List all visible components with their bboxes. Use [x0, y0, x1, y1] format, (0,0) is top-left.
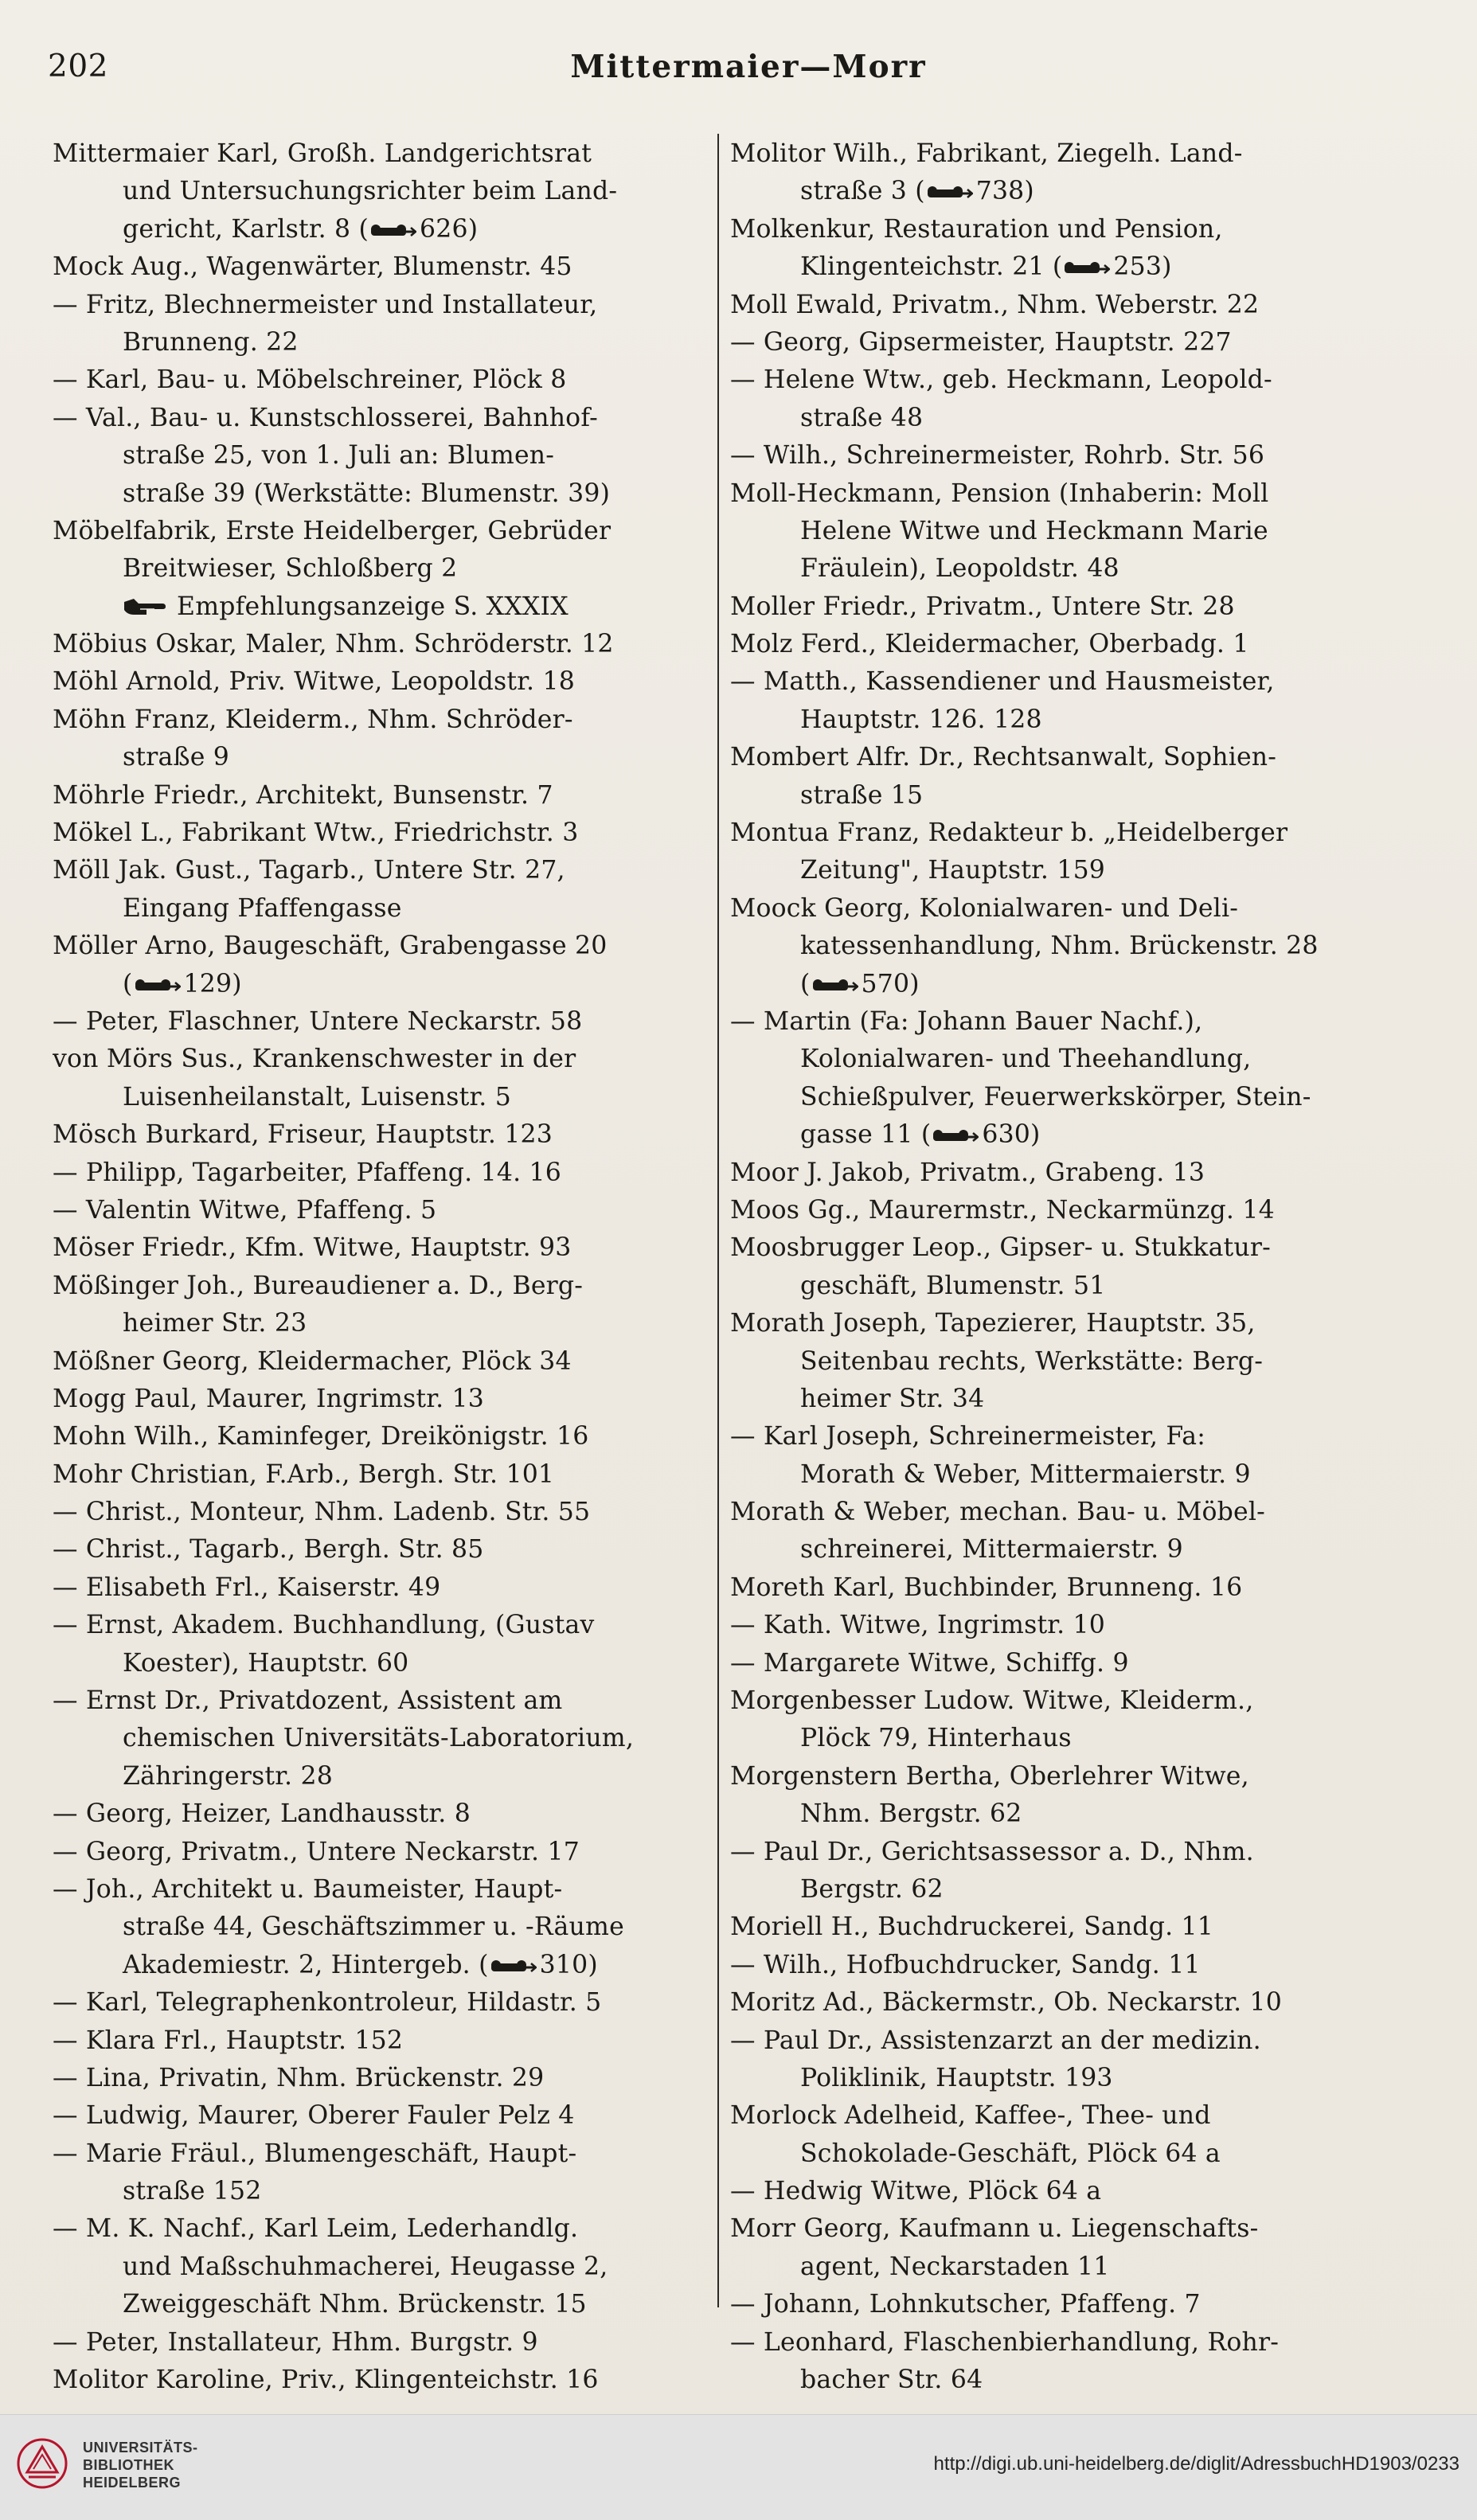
- directory-entry-line: [53, 1645, 713, 1682]
- entry-text: Mößinger Joh., Bureaudiener a. D., Berg-: [53, 1271, 584, 1300]
- directory-entry-line: [53, 701, 713, 739]
- directory-entry-line: [53, 1758, 713, 1795]
- entry-text: Molitor Wilh., Fabrikant, Ziegelh. Land-: [730, 139, 1243, 168]
- phone-number: 129): [183, 969, 242, 998]
- entry-text: geschäft, Blumenstr. 51: [800, 1271, 1106, 1300]
- entry-text: Moosbrugger Leop., Gipser- u. Stukkatur-: [730, 1233, 1271, 1263]
- directory-entry-line: [53, 1192, 713, 1229]
- directory-entry-line: [730, 1795, 1391, 1833]
- directory-entry-line: [730, 1758, 1391, 1795]
- entry-text: — Georg, Gipsermeister, Hauptstr. 227: [730, 327, 1232, 357]
- entry-text: Mohn Wilh., Kaminfeger, Dreikönigstr. 16: [53, 1422, 589, 1451]
- running-head: Mittermaier—Morr: [570, 49, 927, 85]
- directory-entry-line: [730, 1909, 1391, 1946]
- library-name-line-2: BIBLIOTHEK: [83, 2457, 174, 2473]
- right-column: [730, 135, 1391, 2399]
- entry-text: Eingang Pfaffengasse: [123, 893, 402, 923]
- directory-entry-line: [730, 1079, 1391, 1116]
- directory-entry-line: [53, 739, 713, 776]
- entry-text: Moll Ewald, Privatm., Nhm. Weberstr. 22: [730, 290, 1260, 319]
- entry-text: chemischen Universitäts-Laboratorium,: [123, 1724, 635, 1753]
- entry-text: straße 44, Geschäftszimmer u. -Räume: [123, 1912, 624, 1942]
- phone-number: 253): [1113, 252, 1172, 282]
- directory-entry-line: [53, 248, 713, 286]
- entry-text: und Maßschuhmacherei, Heugasse 2,: [123, 2252, 608, 2281]
- entry-text: Zähringerstr. 28: [123, 1761, 333, 1791]
- entry-text: Möhrle Friedr., Architekt, Bunsenstr. 7: [53, 780, 553, 810]
- entry-text: — Peter, Flaschner, Untere Neckarstr. 58: [53, 1006, 583, 1036]
- directory-entry-line: [53, 928, 713, 965]
- entry-text: Möhl Arnold, Priv. Witwe, Leopoldstr. 18: [53, 667, 575, 697]
- phone-number: 630): [982, 1120, 1041, 1150]
- directory-entry-line: [53, 1795, 713, 1833]
- directory-entry-line: [53, 852, 713, 889]
- directory-entry-line: [730, 2286, 1391, 2323]
- entry-text: Moos Gg., Maurermstr., Neckarmünzg. 14: [730, 1195, 1275, 1225]
- entry-text: Mösch Burkard, Friseur, Hauptstr. 123: [53, 1120, 553, 1150]
- entry-text: Moriell H., Buchdruckerei, Sandg. 11: [730, 1912, 1213, 1942]
- entry-text: Klingenteichstr. 21 (: [800, 252, 1063, 282]
- directory-entry-line: [730, 815, 1391, 852]
- entry-text: straße 3 (: [800, 177, 925, 206]
- entry-text: — Elisabeth Frl., Kaiserstr. 49: [53, 1573, 441, 1602]
- entry-text: — Karl, Telegraphenkontroleur, Hildastr. 5: [53, 1988, 602, 2018]
- entry-text: Nhm. Bergstr. 62: [800, 1799, 1022, 1829]
- entry-text: Moll-Heckmann, Pension (Inhaberin: Moll: [730, 479, 1269, 508]
- directory-entry-line: [730, 701, 1391, 739]
- directory-entry-line: [730, 1984, 1391, 2022]
- directory-entry-line: [53, 475, 713, 513]
- entry-text: — Margarete Witwe, Schiffg. 9: [730, 1648, 1129, 1678]
- entry-text: — Valentin Witwe, Pfaffeng. 5: [53, 1195, 437, 1225]
- entry-text: Moor J. Jakob, Privatm., Grabeng. 13: [730, 1158, 1205, 1187]
- directory-entry-line: [730, 626, 1391, 663]
- directory-entry-line: [53, 287, 713, 324]
- directory-entry-line: [53, 1494, 713, 1531]
- entry-text: Koester), Hauptstr. 60: [123, 1648, 409, 1678]
- entry-text: (: [800, 969, 811, 998]
- library-name-line-1: UNIVERSITÄTS-: [83, 2440, 198, 2456]
- directory-entry-line: [53, 400, 713, 437]
- directory-entry-line: [53, 1079, 713, 1116]
- directory-entry-line: [53, 1041, 713, 1078]
- entry-text: Mohr Christian, F.Arb., Bergh. Str. 101: [53, 1459, 555, 1489]
- entry-text: — Christ., Tagarb., Bergh. Str. 85: [53, 1535, 484, 1565]
- directory-entry-line: [53, 1003, 713, 1041]
- phone-number: 310): [539, 1950, 598, 1979]
- directory-entry-line: [53, 1607, 713, 1644]
- directory-entry-line: [53, 1984, 713, 2022]
- directory-entry-line: [53, 173, 713, 210]
- directory-entry-line: [53, 1155, 713, 1192]
- directory-entry-line: [53, 211, 713, 248]
- directory-entry-line: [53, 1116, 713, 1154]
- directory-entry-line: [53, 1834, 713, 1871]
- directory-entry-line: [730, 1456, 1391, 1494]
- directory-entry-line: [53, 966, 713, 1003]
- entry-text: Montua Franz, Redakteur b. „Heidelberger: [730, 819, 1288, 848]
- directory-entry-line: [730, 1192, 1391, 1229]
- directory-entry-line: [53, 1947, 713, 1984]
- directory-entry-line: [53, 2173, 713, 2210]
- entry-text: gericht, Karlstr. 8 (: [123, 214, 369, 244]
- directory-entry-line: [53, 1682, 713, 1720]
- entry-text: Moritz Ad., Bäckermstr., Ob. Neckarstr. 10: [730, 1988, 1282, 2018]
- entry-text: Morr Georg, Kaufmann u. Liegenschafts-: [730, 2214, 1259, 2244]
- directory-entry-line: [53, 2135, 713, 2173]
- directory-entry-line: [53, 2097, 713, 2135]
- entry-text: straße 48: [800, 403, 924, 432]
- directory-entry-line: [730, 852, 1391, 889]
- directory-entry-line: [730, 1343, 1391, 1381]
- directory-entry-line: [730, 287, 1391, 324]
- entry-text: Bergstr. 62: [800, 1874, 944, 1904]
- directory-entry-line: [53, 361, 713, 399]
- entry-text: — Peter, Installateur, Hhm. Burgstr. 9: [53, 2327, 538, 2357]
- entry-text: — Hedwig Witwe, Plöck 64 a: [730, 2177, 1102, 2206]
- entry-text: — Helene Wtw., geb. Heckmann, Leopold-: [730, 365, 1272, 395]
- entry-text: Möller Arno, Baugeschäft, Grabengasse 20: [53, 932, 608, 961]
- entry-text: straße 39 (Werkstätte: Blumenstr. 39): [123, 479, 611, 508]
- entry-text: — Wilh., Hofbuchdrucker, Sandg. 11: [730, 1950, 1201, 1979]
- entry-text: Schießpulver, Feuerwerkskörper, Stein-: [800, 1082, 1311, 1112]
- entry-text: — Georg, Privatm., Untere Neckarstr. 17: [53, 1837, 580, 1866]
- telephone-receiver-icon: [812, 967, 858, 983]
- telephone-receiver-icon: [135, 967, 181, 983]
- entry-text: Empfehlungsanzeige S. XXXIX: [177, 592, 569, 621]
- directory-entry-line: [53, 626, 713, 663]
- entry-text: und Untersuchungsrichter beim Land-: [123, 177, 618, 206]
- entry-text: Möbelfabrik, Erste Heidelberger, Gebrüder: [53, 516, 612, 545]
- entry-text: — Ernst Dr., Privatdozent, Assistent am: [53, 1686, 563, 1716]
- directory-entry-line: [730, 2022, 1391, 2060]
- directory-entry-line: [53, 1343, 713, 1381]
- directory-entry-line: [53, 1381, 713, 1418]
- entry-text: — Matth., Kassendiener und Hausmeister,: [730, 667, 1275, 697]
- entry-text: Möhn Franz, Kleiderm., Nhm. Schröder-: [53, 705, 573, 734]
- directory-entry-line: [53, 2022, 713, 2060]
- directory-entry-line: [53, 1531, 713, 1569]
- entry-text: Fräulein), Leopoldstr. 48: [800, 554, 1119, 584]
- phone-number: 570): [861, 969, 920, 998]
- directory-entry-line: [730, 1720, 1391, 1757]
- entry-text: Mößner Georg, Kleidermacher, Plöck 34: [53, 1346, 572, 1376]
- directory-entry-line: [730, 2135, 1391, 2173]
- directory-entry-line: [53, 2286, 713, 2323]
- directory-entry-line: [730, 1268, 1391, 1305]
- telephone-receiver-icon: [370, 213, 416, 229]
- entry-text: — Johann, Lohnkutscher, Pfaffeng. 7: [730, 2290, 1201, 2319]
- page-number: 202: [48, 49, 108, 84]
- directory-entry-line: [730, 1041, 1391, 1078]
- directory-entry-line: [53, 2060, 713, 2097]
- directory-entry-line: [53, 1871, 713, 1909]
- directory-entry-line: [730, 437, 1391, 475]
- directory-entry-line: [730, 966, 1391, 1003]
- entry-text: Brunneng. 22: [123, 327, 299, 357]
- directory-entry-line: [53, 2362, 713, 2399]
- entry-text: Morlock Adelheid, Kaffee-, Thee- und: [730, 2101, 1211, 2131]
- entry-text: Zweiggeschäft Nhm. Brückenstr. 15: [123, 2290, 587, 2319]
- entry-text: Mombert Alfr. Dr., Rechtsanwalt, Sophien-: [730, 743, 1277, 772]
- directory-entry-line: [730, 1834, 1391, 1871]
- entry-text: gasse 11 (: [800, 1120, 932, 1150]
- directory-entry-line: [730, 2097, 1391, 2135]
- directory-entry-line: [730, 324, 1391, 361]
- entry-text: Morath Joseph, Tapezierer, Hauptstr. 35,: [730, 1309, 1256, 1338]
- directory-entry-line: [730, 1531, 1391, 1569]
- entry-text: Mökel L., Fabrikant Wtw., Friedrichstr. 3: [53, 819, 579, 848]
- directory-entry-line: [730, 2324, 1391, 2362]
- entry-text: Mittermaier Karl, Großh. Landgerichtsrat: [53, 139, 592, 168]
- entry-text: heimer Str. 23: [123, 1309, 307, 1338]
- telephone-receiver-icon: [932, 1118, 979, 1134]
- entry-text: Moller Friedr., Privatm., Untere Str. 28: [730, 592, 1235, 621]
- entry-text: — Christ., Monteur, Nhm. Ladenb. Str. 55: [53, 1498, 591, 1527]
- entry-text: katessenhandlung, Nhm. Brückenstr. 28: [800, 932, 1319, 961]
- library-name: [83, 2439, 198, 2491]
- entry-text: Morath & Weber, mechan. Bau- u. Möbel-: [730, 1498, 1266, 1527]
- directory-entry-line: [53, 777, 713, 815]
- entry-text: straße 25, von 1. Juli an: Blumen-: [123, 441, 555, 471]
- directory-entry-line: [730, 739, 1391, 776]
- directory-entry-line: [730, 890, 1391, 928]
- directory-entry-line: [730, 400, 1391, 437]
- directory-entry-line: [730, 513, 1391, 550]
- entry-text: — Paul Dr., Assistenzarzt an der medizin.: [730, 2026, 1261, 2055]
- directory-entry-line: [730, 1871, 1391, 1909]
- entry-text: — Fritz, Blechnermeister und Installateur,: [53, 290, 598, 319]
- entry-text: — Joh., Architekt u. Baumeister, Haupt-: [53, 1874, 563, 1904]
- directory-entry-line: [53, 1418, 713, 1455]
- directory-entry-line: [730, 248, 1391, 286]
- directory-entry-line: [730, 211, 1391, 248]
- entry-text: schreinerei, Mittermaierstr. 9: [800, 1535, 1183, 1565]
- entry-text: Akademiestr. 2, Hintergeb. (: [123, 1950, 489, 1979]
- entry-text: von Mörs Sus., Krankenschwester in der: [53, 1045, 576, 1074]
- directory-entry-line: [53, 550, 713, 588]
- pointing-hand-icon: [123, 592, 167, 614]
- directory-entry-line: [730, 1947, 1391, 1984]
- entry-text: Molitor Karoline, Priv., Klingenteichstr. 16: [53, 2366, 599, 2395]
- entry-text: straße 9: [123, 743, 229, 772]
- entry-text: — Ernst, Akadem. Buchhandlung, (Gustav: [53, 1611, 595, 1640]
- directory-entry-line: [53, 1456, 713, 1494]
- directory-entry-line: [730, 777, 1391, 815]
- directory-entry-line: [53, 1229, 713, 1267]
- directory-entry-line: [53, 1569, 713, 1607]
- entry-text: Breitwieser, Schloßberg 2: [123, 554, 458, 584]
- entry-text: Möser Friedr., Kfm. Witwe, Hauptstr. 93: [53, 1233, 572, 1263]
- directory-entry-line: [53, 815, 713, 852]
- directory-entry-line: [53, 588, 713, 626]
- entry-text: — Philipp, Tagarbeiter, Pfaffeng. 14. 16: [53, 1158, 561, 1187]
- directory-entry-line: [53, 2324, 713, 2362]
- directory-entry-line: [53, 1305, 713, 1342]
- entry-text: Helene Witwe und Heckmann Marie: [800, 516, 1268, 545]
- directory-entry-line: [730, 1682, 1391, 1720]
- directory-entry-line: [730, 1607, 1391, 1644]
- directory-entry-line: [730, 475, 1391, 513]
- directory-entry-line: [730, 1494, 1391, 1531]
- directory-entry-line: [53, 663, 713, 701]
- entry-text: Schokolade-Geschäft, Plöck 64 a: [800, 2139, 1221, 2168]
- entry-text: — Martin (Fa: Johann Bauer Nachf.),: [730, 1006, 1203, 1036]
- telephone-receiver-icon: [490, 1948, 537, 1964]
- library-name-line-3: HEIDELBERG: [83, 2475, 182, 2491]
- entry-text: — Val., Bau- u. Kunstschlosserei, Bahnhof-: [53, 403, 598, 432]
- directory-entry-line: [730, 1381, 1391, 1418]
- entry-text: straße 152: [123, 2177, 262, 2206]
- left-column: [53, 135, 713, 2399]
- entry-text: — Marie Fräul., Blumengeschäft, Haupt-: [53, 2139, 577, 2168]
- entry-text: — Lina, Privatin, Nhm. Brückenstr. 29: [53, 2063, 545, 2092]
- directory-entry-line: [730, 1305, 1391, 1342]
- entry-text: Zeitung", Hauptstr. 159: [800, 856, 1106, 885]
- directory-entry-line: [53, 890, 713, 928]
- entry-text: Morath & Weber, Mittermaierstr. 9: [800, 1459, 1251, 1489]
- telephone-receiver-icon: [927, 174, 973, 190]
- directory-entry-line: [53, 437, 713, 475]
- entry-text: Moock Georg, Kolonialwaren- und Deli-: [730, 893, 1239, 923]
- directory-entry-line: [730, 1155, 1391, 1192]
- directory-entry-line: [53, 513, 713, 550]
- entry-text: heimer Str. 34: [800, 1384, 985, 1413]
- directory-entry-line: [730, 2210, 1391, 2248]
- directory-entry-line: [730, 361, 1391, 399]
- entry-text: Moreth Karl, Buchbinder, Brunneng. 16: [730, 1573, 1243, 1602]
- library-logo-icon: [16, 2437, 68, 2490]
- directory-entry-line: [730, 2362, 1391, 2399]
- entry-text: — Kath. Witwe, Ingrimstr. 10: [730, 1611, 1106, 1640]
- entry-text: Seitenbau rechts, Werkstätte: Berg-: [800, 1346, 1264, 1376]
- phone-number: 626): [420, 214, 479, 244]
- directory-entry-line: [730, 2060, 1391, 2097]
- directory-entry-line: [53, 324, 713, 361]
- directory-entry-line: [53, 1268, 713, 1305]
- entry-text: bacher Str. 64: [800, 2366, 983, 2395]
- directory-entry-line: [730, 1003, 1391, 1041]
- entry-text: — Karl, Bau- u. Möbelschreiner, Plöck 8: [53, 365, 567, 395]
- directory-entry-line: [730, 928, 1391, 965]
- entry-text: — Wilh., Schreinermeister, Rohrb. Str. 56: [730, 441, 1265, 471]
- entry-text: — Karl Joseph, Schreinermeister, Fa:: [730, 1422, 1206, 1451]
- entry-text: agent, Neckarstaden 11: [800, 2252, 1110, 2281]
- directory-entry-line: [730, 2173, 1391, 2210]
- telephone-receiver-icon: [1064, 250, 1110, 266]
- directory-entry-line: [53, 1909, 713, 1946]
- footer-bar: [0, 2414, 1477, 2520]
- column-divider: [717, 134, 719, 2307]
- phone-number: 738): [975, 177, 1034, 206]
- entry-text: — Leonhard, Flaschenbierhandlung, Rohr-: [730, 2327, 1280, 2357]
- entry-text: Möbius Oskar, Maler, Nhm. Schröderstr. 12: [53, 630, 614, 659]
- entry-text: — Ludwig, Maurer, Oberer Fauler Pelz 4: [53, 2101, 575, 2131]
- entry-text: — Georg, Heizer, Landhausstr. 8: [53, 1799, 471, 1829]
- directory-entry-line: [730, 550, 1391, 588]
- directory-entry-line: [730, 173, 1391, 210]
- entry-text: Molkenkur, Restauration und Pension,: [730, 214, 1223, 244]
- entry-text: Poliklinik, Hauptstr. 193: [800, 2063, 1113, 2092]
- entry-text: Hauptstr. 126. 128: [800, 705, 1042, 734]
- directory-entry-line: [53, 2210, 713, 2248]
- page-header: [48, 49, 1449, 97]
- entry-text: Möll Jak. Gust., Tagarb., Untere Str. 27,: [53, 856, 565, 885]
- entry-text: Kolonialwaren- und Theehandlung,: [800, 1045, 1252, 1074]
- entry-text: (: [123, 969, 133, 998]
- directory-entry-line: [730, 663, 1391, 701]
- source-url-link[interactable]: http://digi.ub.uni-heidelberg.de/diglit/AdressbuchHD1903/0233: [933, 2453, 1459, 2475]
- directory-entry-line: [730, 1418, 1391, 1455]
- entry-text: Morgenstern Bertha, Oberlehrer Witwe,: [730, 1761, 1249, 1791]
- entry-text: Plöck 79, Hinterhaus: [800, 1724, 1072, 1753]
- entry-text: — Klara Frl., Hauptstr. 152: [53, 2026, 404, 2055]
- directory-entry-line: [730, 588, 1391, 626]
- directory-entry-line: [53, 1720, 713, 1757]
- directory-entry-line: [730, 1116, 1391, 1154]
- entry-text: — Paul Dr., Gerichtsassessor a. D., Nhm.: [730, 1837, 1254, 1866]
- entry-text: Luisenheilanstalt, Luisenstr. 5: [123, 1082, 511, 1112]
- directory-entry-line: [730, 1229, 1391, 1267]
- entry-text: Morgenbesser Ludow. Witwe, Kleiderm.,: [730, 1686, 1254, 1716]
- directory-entry-line: [730, 2248, 1391, 2286]
- directory-entry-line: [730, 135, 1391, 173]
- entry-text: straße 15: [800, 780, 924, 810]
- entry-text: — M. K. Nachf., Karl Leim, Lederhandlg.: [53, 2214, 579, 2244]
- directory-entry-line: [730, 1569, 1391, 1607]
- directory-entry-line: [730, 1645, 1391, 1682]
- entry-text: Mogg Paul, Maurer, Ingrimstr. 13: [53, 1384, 484, 1413]
- entry-text: Mock Aug., Wagenwärter, Blumenstr. 45: [53, 252, 572, 282]
- directory-entry-line: [53, 2248, 713, 2286]
- entry-text: Molz Ferd., Kleidermacher, Oberbadg. 1: [730, 630, 1249, 659]
- directory-entry-line: [53, 135, 713, 173]
